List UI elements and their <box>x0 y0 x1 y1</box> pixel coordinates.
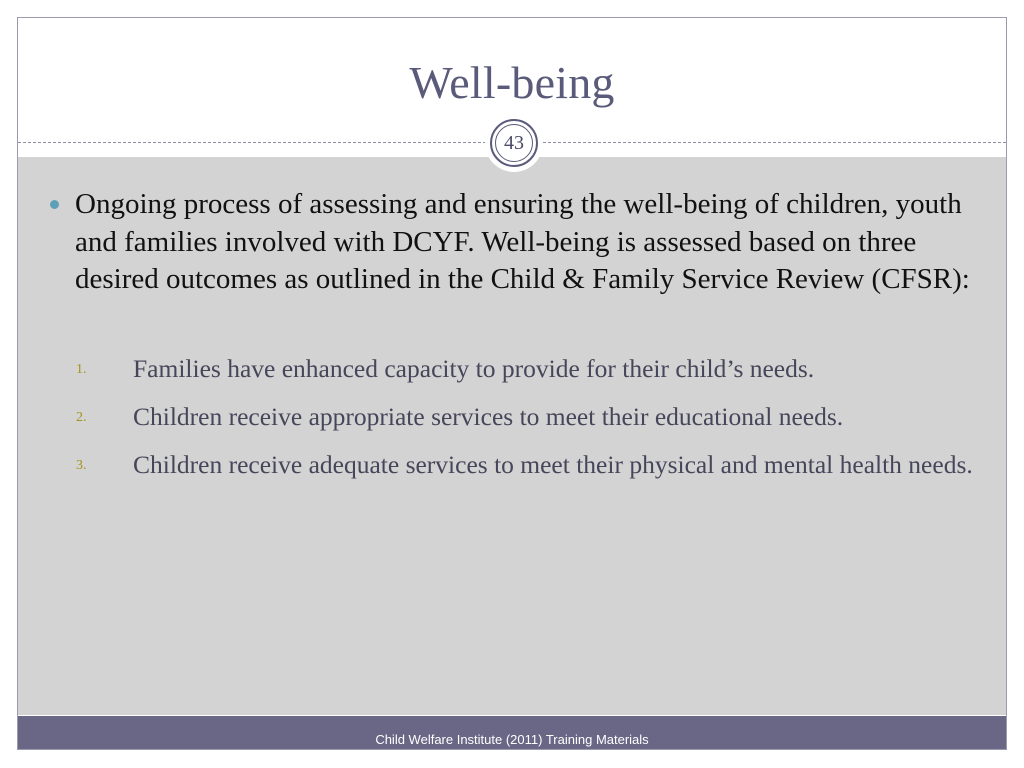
list-item-text: Children receive adequate services to meet their physical and mental health needs. <box>133 450 973 479</box>
list-item-number: 2. <box>76 410 87 425</box>
main-bullet <box>50 186 970 299</box>
list-item <box>76 400 976 434</box>
list-item-text: Families have enhanced capacity to provide for their child’s needs. <box>133 354 815 383</box>
main-bullet-text: Ongoing process of assessing and ensuring the well-being of children, youth and families involved with DCYF. Well-being is assessed based on three desired outcomes as outlined in the Child & Family Service Review (CFSR): <box>75 188 970 295</box>
outcomes-list <box>76 352 976 496</box>
list-item-number: 3. <box>76 458 87 473</box>
page-number-badge <box>490 119 538 167</box>
slide-footer <box>18 716 1006 749</box>
page-number: 43 <box>495 124 533 162</box>
list-item <box>76 448 976 482</box>
list-item-number: 1. <box>76 362 87 377</box>
bullet-dot-icon <box>50 200 59 209</box>
footer-text: Child Welfare Institute (2011) Training Materials <box>375 732 649 747</box>
list-item <box>76 352 976 386</box>
slide-title: Well-being <box>409 57 615 108</box>
list-item-text: Children receive appropriate services to meet their educational needs. <box>133 402 844 431</box>
